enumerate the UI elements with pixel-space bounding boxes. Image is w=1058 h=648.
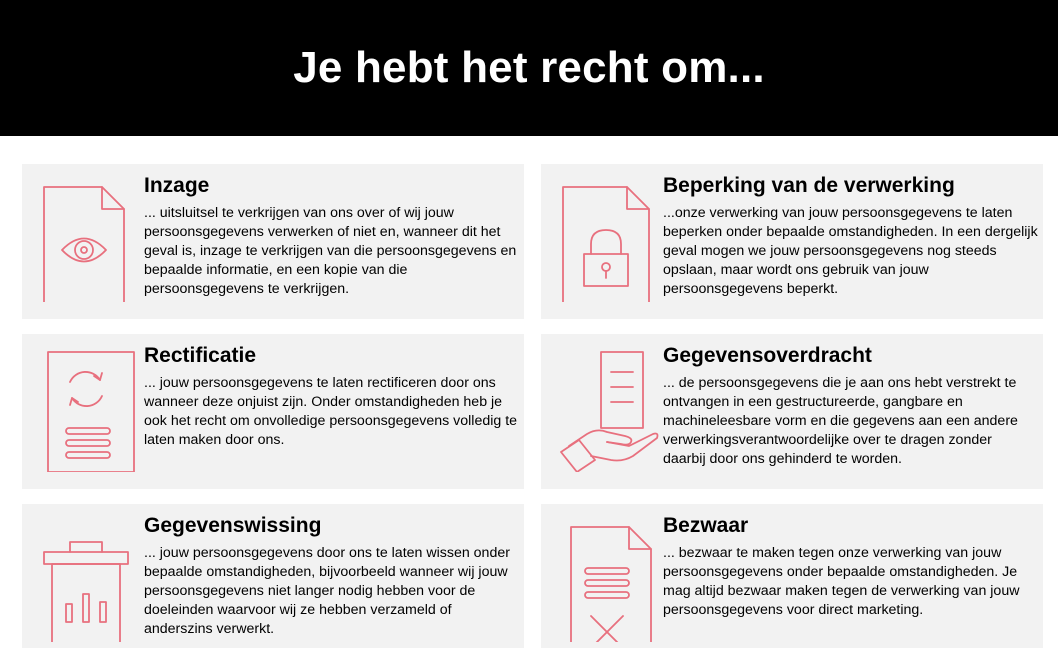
document-refresh-icon [32, 342, 142, 472]
card-body: ... uitsluitsel te verkrijgen van ons over of wij jouw persoonsgegevens verwerken of niet en, wanneer dit het geval is, inzage te verkrijgen van die persoonsgegevens en bepaalde informatie, en een kopie van die persoonsgegevens te verkrijgen. [144, 205, 517, 297]
document-eye-icon [32, 172, 142, 302]
card-body: ... jouw persoonsgegevens door ons te laten wissen onder bepaalde omstandigheden, bijvoorbeeld wanneer wij jouw persoonsgegevens niet langer nodig hebben voor de doeleinden waarvoor wij ze hebben verzameld of anderszins verwerkt. [144, 545, 510, 637]
right-card-bezwaar [541, 504, 1043, 648]
right-card-inzage [22, 164, 524, 319]
card-title: Gegevensoverdracht [663, 344, 872, 367]
card-body: ...onze verwerking van jouw persoonsgegevens te laten beperken onder bepaalde omstandigheden. In een dergelijk geval mogen we jouw persoonsgegevens nog steeds opslaan, maar wordt ons gebruik van jouw persoonsgegevens beperkt. [663, 205, 1038, 297]
document-x-icon [551, 512, 661, 642]
card-title: Inzage [144, 174, 210, 197]
card-body: ... bezwaar te maken tegen onze verwerking van jouw persoonsgegevens onder bepaalde omstandigheden. Je mag altijd bezwaar maken tegen de verwerking van jouw persoonsgegevens voor direct marketing. [663, 545, 1020, 618]
right-card-beperking [541, 164, 1043, 319]
trash-can-icon [32, 512, 142, 642]
hand-document-icon [551, 342, 661, 472]
card-body: ... de persoonsgegevens die je aan ons hebt verstrekt te ontvangen in een gestructureerde, gangbare en machineleesbare vorm en die gegevens aan een andere verwerkingsverantwoordelijke over te dragen zonder daarbij door ons gehinderd te worden. [663, 375, 1018, 467]
card-title: Gegevenswissing [144, 514, 322, 537]
right-card-gegevensoverdracht [541, 334, 1043, 489]
card-title: Beperking van de verwerking [663, 174, 955, 197]
right-card-gegevenswissing [22, 504, 524, 648]
document-lock-icon [551, 172, 661, 302]
right-card-rectificatie [22, 334, 524, 489]
page-header [0, 0, 1058, 136]
card-body: ... jouw persoonsgegevens te laten rectificeren door ons wanneer deze onjuist zijn. Onder omstandigheden heb je ook het recht om onvolledige persoonsgegevens volledig te laten maken door ons. [144, 375, 518, 448]
page-title: Je hebt het recht om... [293, 43, 765, 92]
card-title: Bezwaar [663, 514, 749, 537]
card-title: Rectificatie [144, 344, 257, 367]
